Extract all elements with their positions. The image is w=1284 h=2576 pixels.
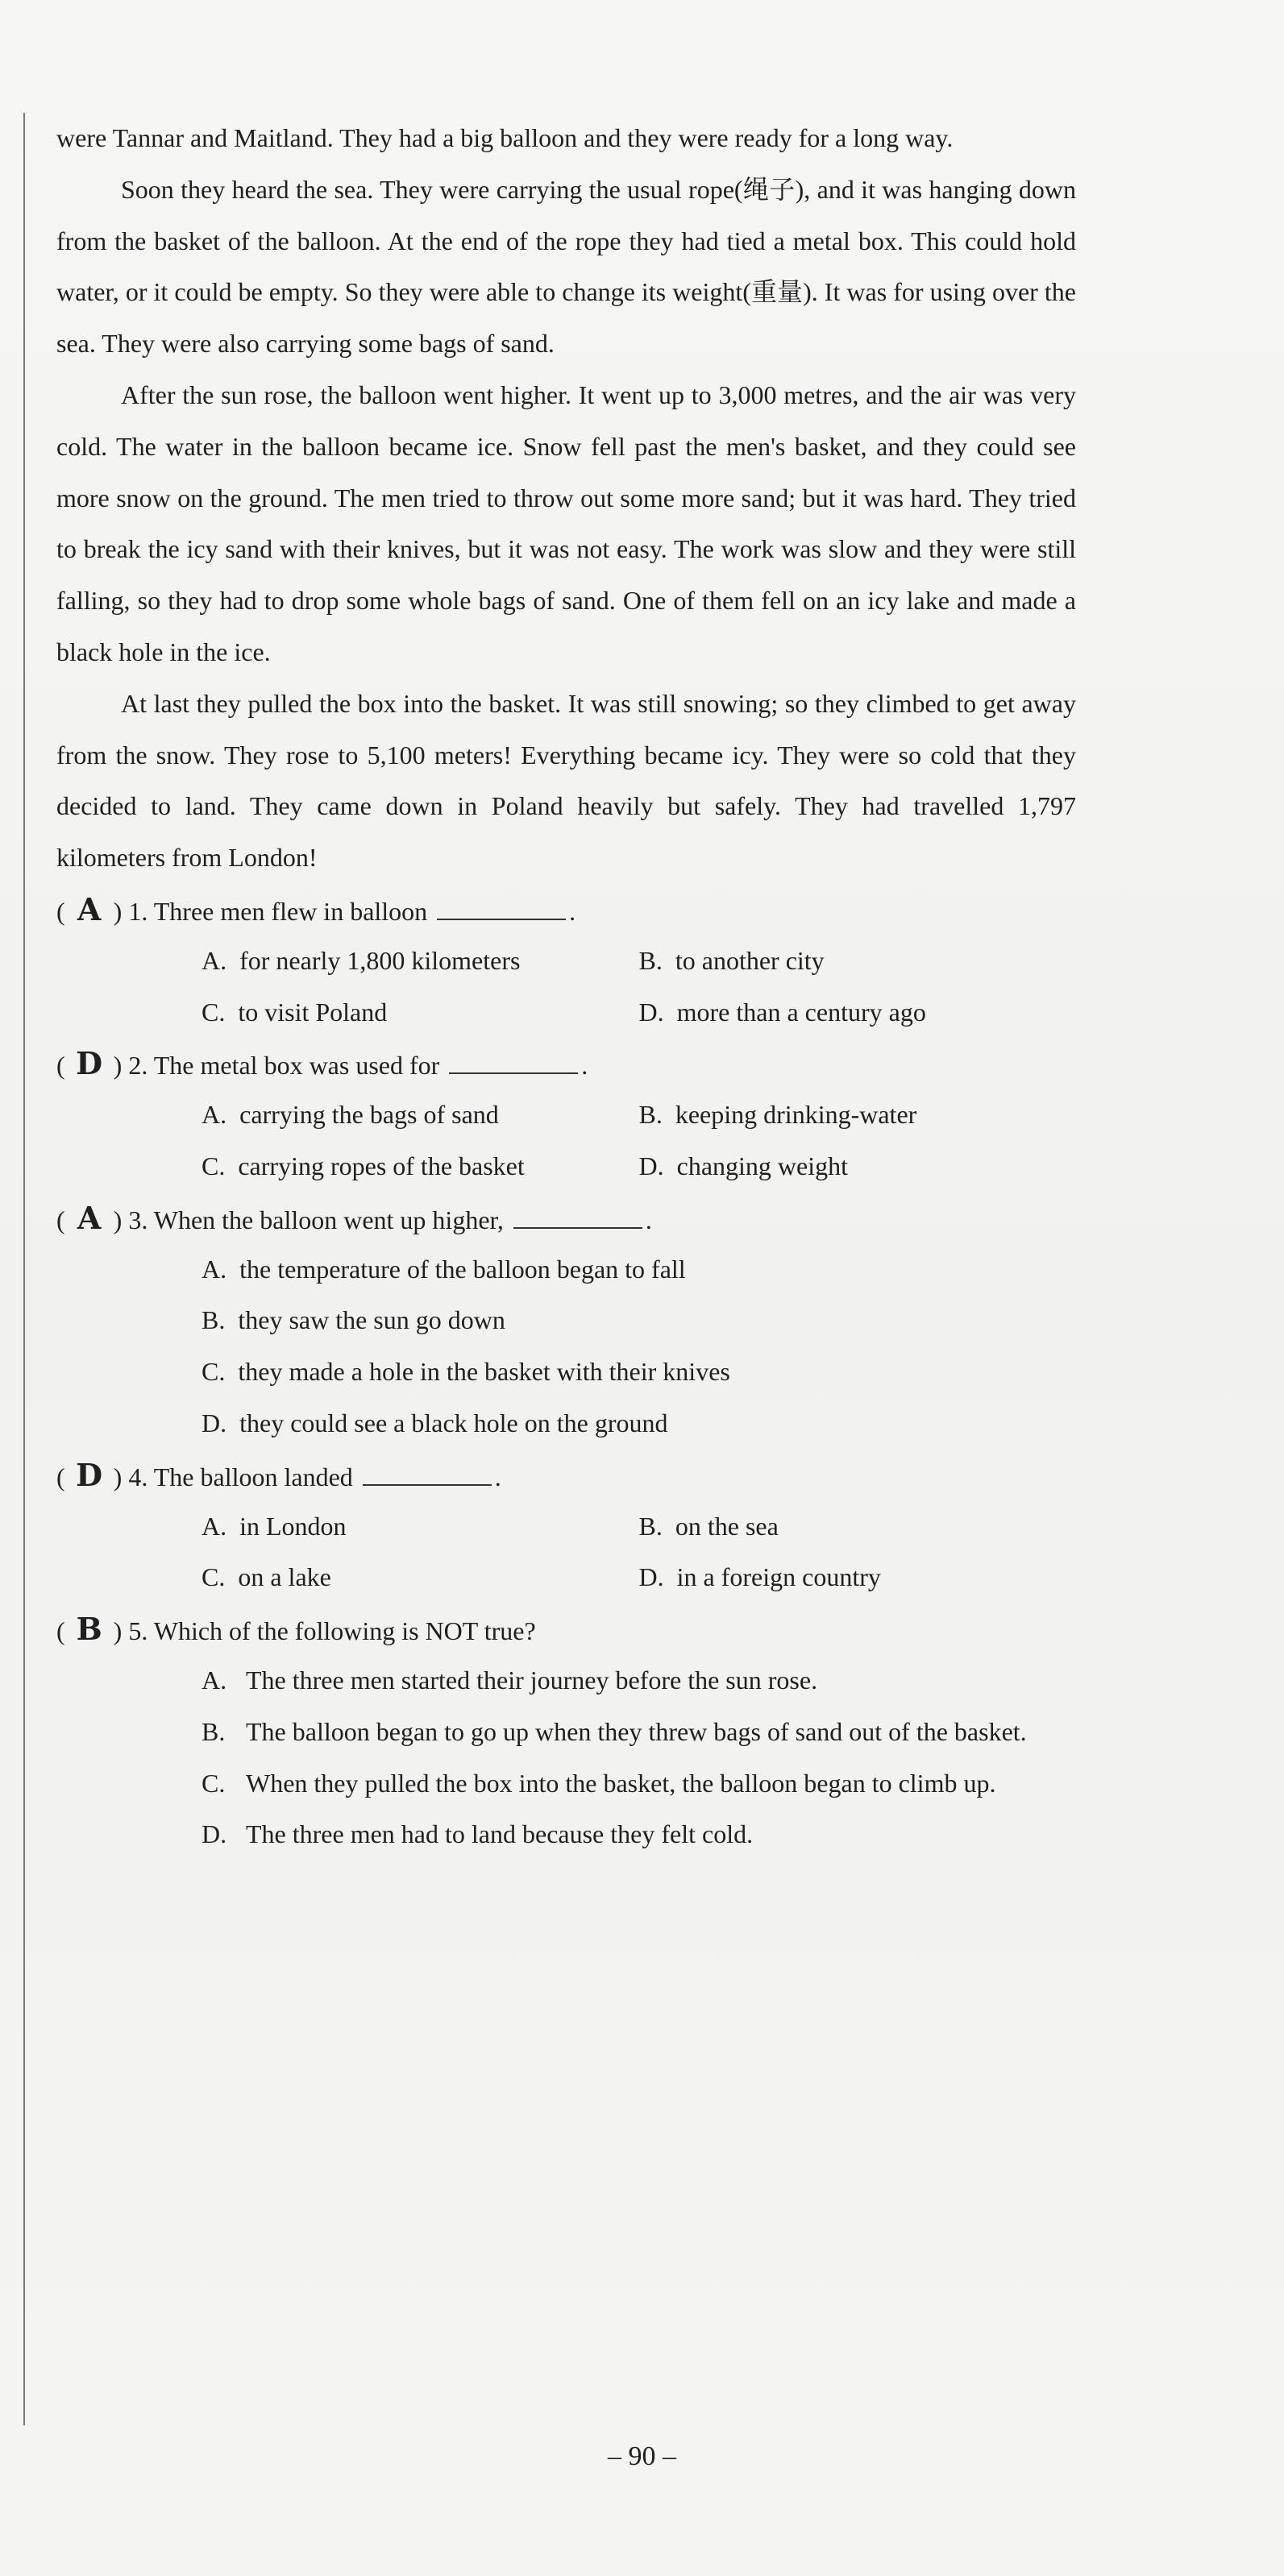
question-stem <box>56 1038 1076 1089</box>
question-stem <box>56 884 1076 935</box>
page-number: – 90 – <box>608 2441 676 2471</box>
option-b: B. keeping drinking-water <box>638 1100 917 1130</box>
options <box>56 1655 1076 1860</box>
paren-close: ) <box>113 1205 123 1234</box>
question-stem <box>56 1193 1076 1244</box>
option-c: C. they made a hole in the basket with their knives <box>202 1357 730 1387</box>
question-text: The balloon landed <box>153 1462 353 1491</box>
question-number: 2. <box>128 1051 148 1081</box>
answer-blank <box>513 1211 642 1229</box>
question-end: . <box>494 1462 501 1491</box>
question-number: 3. <box>128 1205 148 1234</box>
option-d: D. more than a century ago <box>638 997 926 1027</box>
option-d: D. in a foreign country <box>638 1562 881 1592</box>
question-stem <box>56 1450 1076 1501</box>
option-c: C. When they pulled the box into the basket, the balloon began to climb up. <box>202 1768 996 1798</box>
paren-open: ( <box>56 1462 65 1491</box>
question-4 <box>56 1450 1076 1603</box>
question-end: . <box>581 1051 588 1081</box>
question-stem <box>56 1603 1076 1655</box>
option-d: D. changing weight <box>638 1151 848 1180</box>
answer-blank <box>449 1056 578 1074</box>
content <box>56 113 1076 1860</box>
question-number: 5. <box>128 1616 148 1646</box>
option-b: B. The balloon began to go up when they threw bags of sand out of the basket. <box>202 1716 1027 1746</box>
paren-open: ( <box>56 1616 65 1646</box>
option-c: C. on a lake <box>202 1562 331 1592</box>
question-text: The metal box was used for <box>153 1051 440 1081</box>
passage-paragraph-4: At last they pulled the box into the basket. It was still snowing; so they climbed to get away from the snow. They rose to 5,100 meters! Everything became icy. They were so cold that they decided to land. They came down in Poland heavily but safely. They had travelled 1,797 kilometers from London! <box>56 688 1076 873</box>
question-2 <box>56 1038 1076 1192</box>
option-b: B. they saw the sun go down <box>202 1305 505 1335</box>
paren-open: ( <box>56 1205 65 1234</box>
answer-blank <box>363 1468 492 1486</box>
question-text: When the balloon went up higher, <box>153 1205 504 1234</box>
question-3 <box>56 1193 1076 1450</box>
answer-mark: A <box>77 890 102 927</box>
option-d: D. The three men had to land because they felt cold. <box>202 1819 754 1849</box>
option-a: A. The three men started their journey before the sun rose. <box>202 1665 818 1695</box>
passage-paragraph-1: were Tannar and Maitland. They had a big balloon and they were ready for a long way. <box>56 123 954 152</box>
options <box>56 935 1076 1039</box>
question-number: 1. <box>128 896 148 926</box>
option-b: B. on the sea <box>638 1511 779 1541</box>
option-c: C. carrying ropes of the basket <box>202 1151 525 1180</box>
question-number: 4. <box>128 1462 148 1491</box>
margin-rule <box>23 113 25 2425</box>
answer-mark: B <box>76 1611 102 1648</box>
question-text: Three men flew in balloon <box>153 896 428 926</box>
option-a: A. for nearly 1,800 kilometers <box>202 945 521 975</box>
paren-open: ( <box>56 896 65 926</box>
option-d: D. they could see a black hole on the ground <box>202 1408 668 1437</box>
option-a: A. the temperature of the balloon began to fall <box>202 1254 686 1284</box>
option-c: C. to visit Poland <box>202 997 388 1027</box>
paren-close: ) <box>113 1462 123 1491</box>
answer-blank <box>437 902 566 920</box>
passage-paragraph-2: Soon they heard the sea. They were carrying the usual rope(绳子), and it was hanging down from the basket of the balloon. At the end of the rope they had tied a metal box. This could hold water, or it could be empty. So they were able to change its weight(重量). It was for using over the sea. They were also carrying some bags of sand. <box>56 174 1076 359</box>
question-1 <box>56 884 1076 1038</box>
answer-mark: A <box>77 1199 102 1236</box>
paren-open: ( <box>56 1051 65 1081</box>
option-a: A. carrying the bags of sand <box>202 1100 499 1130</box>
option-b: B. to another city <box>638 945 825 975</box>
question-text: Which of the following is NOT true? <box>153 1616 536 1646</box>
answer-mark: D <box>76 1456 103 1493</box>
answer-mark: D <box>76 1045 103 1082</box>
question-5 <box>56 1603 1076 1860</box>
options <box>56 1244 1076 1450</box>
paren-close: ) <box>113 896 123 926</box>
question-end: . <box>569 896 576 926</box>
paren-close: ) <box>113 1051 123 1081</box>
options <box>56 1501 1076 1604</box>
options <box>56 1089 1076 1193</box>
question-end: . <box>645 1205 652 1234</box>
paren-close: ) <box>113 1616 123 1646</box>
option-a: A. in London <box>202 1511 347 1541</box>
passage-paragraph-3: After the sun rose, the balloon went higher. It went up to 3,000 metres, and the air was very cold. The water in the balloon became ice. Snow fell past the men's basket, and they could see more snow on the ground. The men tried to throw out some more sand; but it was hard. They tried to break the icy sand with their knives, but it was not easy. The work was slow and they were still falling, so they had to drop some whole bags of sand. One of them fell on an icy lake and made a black hole in the ice. <box>56 380 1076 666</box>
